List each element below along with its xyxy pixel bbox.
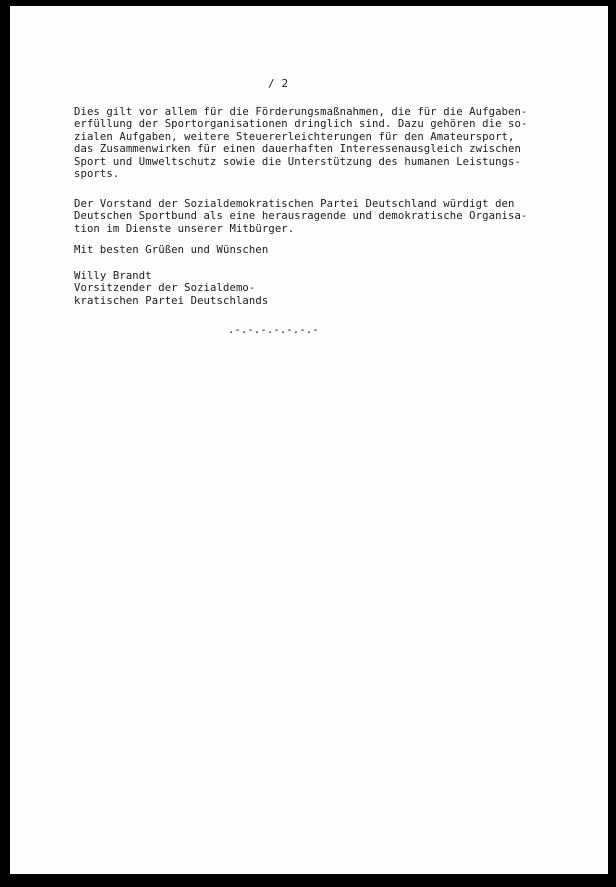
paragraph-line: das Zusammenwirken für einen dauerhaften Interessenausgleich zwischen	[74, 143, 521, 156]
paragraph-line: sports.	[74, 168, 120, 181]
signature-block	[74, 270, 268, 307]
signatory-name: Willy Brandt	[74, 270, 152, 282]
paragraph-line: Der Vorstand der Sozialdemokratischen Partei Deutschland würdigt den	[74, 198, 515, 210]
end-separator: .-.-.-.-.-.-.-	[228, 324, 319, 336]
paragraph-line: erfüllung der Sportorganisationen dringlich sind. Dazu gehören die so-	[74, 118, 528, 131]
paragraph-line: Deutschen Sportbund als eine herausragende und demokratische Organisa-	[74, 210, 528, 223]
paragraph-support-measures	[74, 106, 527, 180]
closing-greeting: Mit besten Grüßen und Wünschen	[74, 244, 269, 256]
paragraph-line: tion im Dienste unserer Mitbürger.	[74, 222, 295, 235]
signatory-title-line: Vorsitzender der Sozialdemo-	[74, 282, 256, 295]
paragraph-line: Sport und Umweltschutz sowie die Unterstützung des humanen Leistungs-	[74, 155, 521, 168]
page-number: / 2	[268, 77, 289, 90]
paragraph-line: zialen Aufgaben, weitere Steuererleichterungen für den Amateursport,	[74, 130, 515, 143]
paragraph-line: Dies gilt vor allem für die Förderungsmaßnahmen, die für die Aufgaben-	[74, 106, 528, 118]
signatory-title-line: kratischen Partei Deutschlands	[74, 294, 269, 307]
paragraph-board-acknowledgement	[74, 198, 527, 235]
